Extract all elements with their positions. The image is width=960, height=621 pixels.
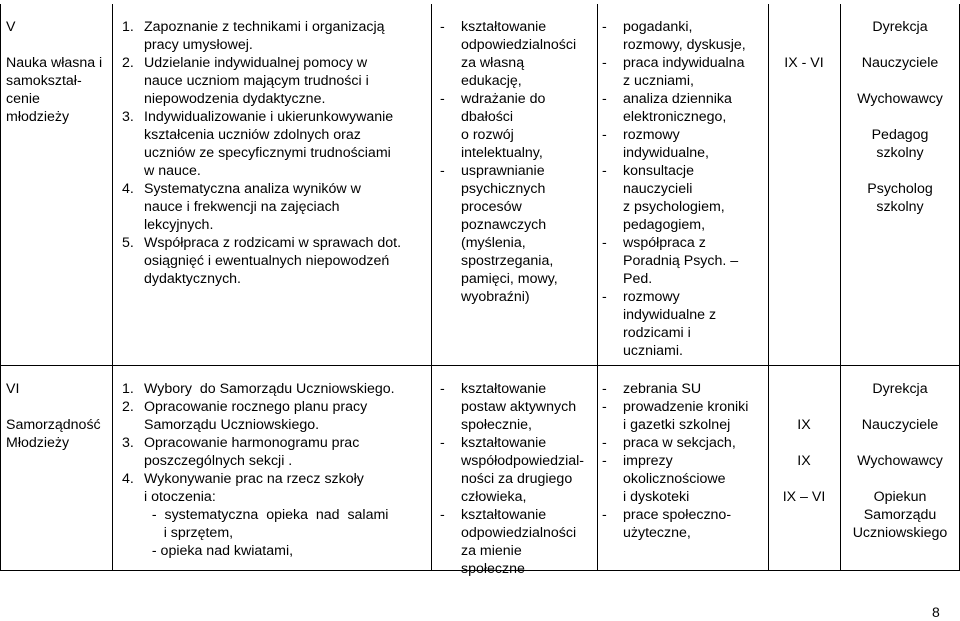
responsible-line-text: Psycholog [867,181,933,197]
goal-line-text: odpowiedzialności [461,525,577,541]
term-line [770,54,838,72]
method-line [602,488,764,506]
responsible-line [842,506,958,524]
method-line [602,126,764,144]
term-line [770,452,838,470]
task-line [122,416,422,434]
section-title-line [6,90,110,108]
method-line [602,180,764,198]
page-number: 8 [932,604,940,620]
table-divider-3 [597,4,598,571]
task-line-text: nauce i frekwencji na zajęciach [144,199,340,215]
responsible-line-text: Nauczyciele [861,55,939,71]
item-number: 2. [122,399,134,415]
goal-line [440,108,592,126]
task-line [122,542,422,560]
table-divider-5 [840,4,841,571]
method-line-text: rodzicami i [623,325,691,341]
method-line [602,380,764,398]
method-line-text: analiza dziennika [623,91,732,107]
task-line-text: osiągnięć i ewentualnych niepowodzeń [144,253,390,269]
goal-line-text: człowieka, [461,489,527,505]
task-line [122,180,422,198]
method-line-text: uczniami. [623,343,683,359]
method-line [602,198,764,216]
bullet-dash: - [440,435,445,451]
section-title-line-text: Samorządność [6,417,101,433]
method-line [602,398,764,416]
bullet-dash: - [602,55,607,71]
goal-line [440,506,592,524]
method-line-text: z uczniami, [623,73,694,89]
bullet-dash: - [602,399,607,415]
task-line [122,198,422,216]
method-line [602,54,764,72]
responsible-line [842,452,958,470]
task-line [122,162,422,180]
bullet-dash: - [602,91,607,107]
item-number: 3. [122,109,134,125]
goal-line-text: za mienie [461,543,522,559]
table-border-left [0,4,1,571]
goal-line-text: dbałości [461,109,514,125]
method-line-text: Poradnią Psych. – [623,253,739,269]
task-line [122,252,422,270]
task-line-text: Wykonywanie prac na rzecz szkoły [144,471,364,487]
goal-line-text: psychicznych [461,181,546,197]
task-line-text: - opieka nad kwiatami, [144,543,294,559]
task-line [122,506,422,524]
bullet-dash: - [602,507,607,523]
methods-cell [602,380,764,542]
method-line [602,434,764,452]
method-line-text: pogadanki, [623,19,693,35]
task-line [122,54,422,72]
responsible-line-text: Nauczyciele [861,417,939,433]
task-line [122,398,422,416]
bullet-dash: - [602,127,607,143]
task-line-text: lekcyjnych. [144,217,214,233]
responsible-line-text: Uczniowskiego [852,525,948,541]
responsible-cell [842,18,958,216]
section-title-line [6,72,110,90]
section-title-line [6,108,110,126]
task-line-text: Opracowanie harmonogramu prac [144,435,360,451]
task-line [122,270,422,288]
task-line [122,452,422,470]
goal-line-text: kształtowanie [461,507,547,523]
method-line-text: okolicznościowe [623,471,726,487]
task-line-text: poszczególnych sekcji . [144,453,293,469]
method-line-text: praca w sekcjach, [623,435,736,451]
section-number: V [6,19,16,35]
method-line-text: zebrania SU [623,381,702,397]
responsible-line-text: Wychowawcy [857,453,943,469]
table-divider-1 [112,4,113,571]
method-line [602,288,764,306]
section-header-cell [6,18,110,126]
goal-line [440,416,592,434]
task-line [122,524,422,542]
section-title-line-text: cenie [6,91,40,107]
responsible-line [842,198,958,216]
goal-line-text: kształtowanie [461,435,547,451]
task-line-text: kształcenia uczniów zdolnych oraz [144,127,361,143]
section-title-line-text: młodzieży [6,109,70,125]
goal-line [440,452,592,470]
goal-line [440,72,592,90]
term-line-text: IX - VI [784,55,824,71]
term-line-text: IX [797,417,811,433]
responsible-line-text: Dyrekcja [872,381,928,397]
responsible-line [842,90,958,108]
goal-line-text: postaw aktywnych [461,399,577,415]
task-line [122,144,422,162]
method-line-text: i dyskoteki [623,489,690,505]
responsible-line-text: Opiekun [873,489,927,505]
task-line [122,36,422,54]
goal-line-text: odpowiedzialności [461,37,577,53]
goal-line [440,270,592,288]
method-line [602,216,764,234]
method-line [602,452,764,470]
bullet-dash: - [602,163,607,179]
goal-line [440,144,592,162]
method-line-text: i gazetki szkolnej [623,417,731,433]
goal-line-text: wyobraźni) [461,289,530,305]
item-number: 3. [122,435,134,451]
task-line-text: - systematyczna opieka nad salami [144,507,389,523]
method-line [602,144,764,162]
task-line-text: pracy umysłowej. [144,37,253,53]
item-number: 1. [122,381,134,397]
method-line-text: konsultacje [623,163,694,179]
goal-line-text: ności za drugiego [461,471,573,487]
responsible-line [842,144,958,162]
responsible-line [842,54,958,72]
item-number: 4. [122,181,134,197]
responsible-line [842,180,958,198]
goal-line [440,542,592,560]
methods-cell [602,18,764,360]
term-cell [770,54,838,72]
bullet-dash: - [440,507,445,523]
task-line-text: i otoczenia: [144,489,216,505]
task-line-text: Opracowanie rocznego planu pracy [144,399,368,415]
bullet-dash: - [602,19,607,35]
goal-line [440,90,592,108]
term-line [770,488,838,506]
section-header-cell [6,380,110,452]
task-line-text: Udzielanie indywidualnej pomocy w [144,55,368,71]
bullet-dash: - [602,381,607,397]
method-line-text: rozmowy [623,289,680,305]
responsible-line-text: Dyrekcja [872,19,928,35]
task-line [122,234,422,252]
task-line-text: i sprzętem, [144,525,234,541]
task-line-text: w nauce. [144,163,201,179]
goal-line-text: wdrażanie do [461,91,546,107]
method-line [602,162,764,180]
goal-line [440,252,592,270]
table-divider-4 [768,4,769,571]
goal-line [440,488,592,506]
section-title-line-text: Młodzieży [6,435,70,451]
item-number: 2. [122,55,134,71]
term-line-text: IX – VI [782,489,826,505]
item-number: 1. [122,19,134,35]
responsible-line [842,416,958,434]
goal-line-text: społeczne [461,561,525,577]
goal-line [440,180,592,198]
term-line [770,416,838,434]
bullet-dash: - [440,381,445,397]
method-line [602,416,764,434]
task-line-text: Zapoznanie z technikami i organizacją [144,19,385,35]
task-line-text: Wybory do Samorządu Uczniowskiego. [144,381,395,397]
method-line [602,342,764,360]
bullet-dash: - [440,91,445,107]
goal-line-text: współodpowiedzial- [461,453,585,469]
method-line-text: użyteczne, [623,525,691,541]
method-line-text: imprezy [623,453,673,469]
method-line-text: z psychologiem, [623,199,725,215]
task-line [122,72,422,90]
goal-line-text: edukację, [461,73,522,89]
goal-line-text: kształtowanie [461,19,547,35]
task-line [122,470,422,488]
task-line [122,108,422,126]
task-line-text: Systematyczna analiza wyników w [144,181,361,197]
responsible-line-text: Pedagog [871,127,929,143]
section-title-line [6,416,110,434]
task-line-text: niepowodzenia dydaktyczne. [144,91,326,107]
method-line [602,90,764,108]
responsible-line [842,18,958,36]
goals-cell [440,380,592,578]
goal-line-text: spostrzegania, [461,253,554,269]
section-title-line [6,54,110,72]
goal-line-text: o rozwój [461,127,514,143]
method-line [602,36,764,54]
goal-line [440,234,592,252]
goal-line-text: (myślenia, [461,235,526,251]
goal-line-text: poznawczych [461,217,547,233]
responsible-line-text: szkolny [876,199,924,215]
goal-line [440,434,592,452]
goal-line-text: społecznie, [461,417,532,433]
task-line-text: Współpraca z rodzicami w sprawach dot. [144,235,402,251]
method-line-text: praca indywidualna [623,55,745,71]
item-number: 4. [122,471,134,487]
item-number: 5. [122,235,134,251]
bullet-dash: - [602,289,607,305]
method-line [602,234,764,252]
goal-line [440,560,592,578]
method-line-text: Ped. [623,271,653,287]
bullet-dash: - [602,235,607,251]
task-line [122,90,422,108]
task-line [122,126,422,144]
responsible-line-text: Wychowawcy [857,91,943,107]
method-line-text: rozmowy, dyskusje, [623,37,746,53]
responsible-line [842,126,958,144]
tasks-cell [122,380,422,560]
table-divider-2 [431,4,432,571]
method-line-text: nauczycieli [623,181,693,197]
bullet-dash: - [602,435,607,451]
task-line [122,488,422,506]
responsible-line-text: Samorządu [863,507,937,523]
method-line-text: współpraca z [623,235,706,251]
method-line [602,324,764,342]
method-line [602,506,764,524]
goal-line [440,198,592,216]
goal-line [440,470,592,488]
method-line-text: elektronicznego, [623,109,727,125]
goal-line [440,524,592,542]
section-title-line-text: samokształ- [6,73,82,89]
task-line [122,216,422,234]
task-line-text: Indywidualizowanie i ukierunkowywanie [144,109,394,125]
goal-line [440,216,592,234]
goal-line-text: kształtowanie [461,381,547,397]
task-line [122,380,422,398]
responsible-cell [842,380,958,542]
task-line-text: uczniów ze specyficznymi trudnościami [144,145,391,161]
goal-line [440,36,592,54]
row-divider [0,365,960,366]
goal-line [440,54,592,72]
method-line [602,270,764,288]
task-line-text: nauce uczniom mającym trudności i [144,73,369,89]
term-line-text: IX [797,453,811,469]
method-line [602,306,764,324]
task-line-text: dydaktycznych. [144,271,241,287]
goal-line-text: usprawnianie [461,163,545,179]
term-cell [770,416,838,506]
goal-line [440,18,592,36]
method-line-text: rozmowy [623,127,680,143]
section-number: VI [6,381,20,397]
task-line [122,434,422,452]
goals-cell [440,18,592,306]
goal-line [440,398,592,416]
goal-line [440,162,592,180]
section-title-line-text: Nauka własna i [6,55,103,71]
section-title-line [6,434,110,452]
method-line [602,18,764,36]
goal-line-text: procesów [461,199,522,215]
method-line-text: indywidualne z [623,307,717,323]
method-line [602,108,764,126]
method-line [602,524,764,542]
method-line [602,72,764,90]
goal-line [440,288,592,306]
method-line [602,252,764,270]
bullet-dash: - [440,19,445,35]
task-line [122,18,422,36]
method-line-text: indywidualne, [623,145,709,161]
goal-line-text: za własną [461,55,525,71]
method-line-text: prowadzenie kroniki [623,399,749,415]
goal-line [440,380,592,398]
method-line [602,470,764,488]
responsible-line [842,380,958,398]
method-line-text: prace społeczno- [623,507,732,523]
responsible-line [842,488,958,506]
responsible-line [842,524,958,542]
goal-line-text: pamięci, mowy, [461,271,558,287]
tasks-cell [122,18,422,288]
goal-line [440,126,592,144]
task-line-text: Samorządu Uczniowskiego. [144,417,320,433]
bullet-dash: - [602,453,607,469]
responsible-line-text: szkolny [876,145,924,161]
bullet-dash: - [440,163,445,179]
method-line-text: pedagogiem, [623,217,706,233]
goal-line-text: intelektualny, [461,145,543,161]
